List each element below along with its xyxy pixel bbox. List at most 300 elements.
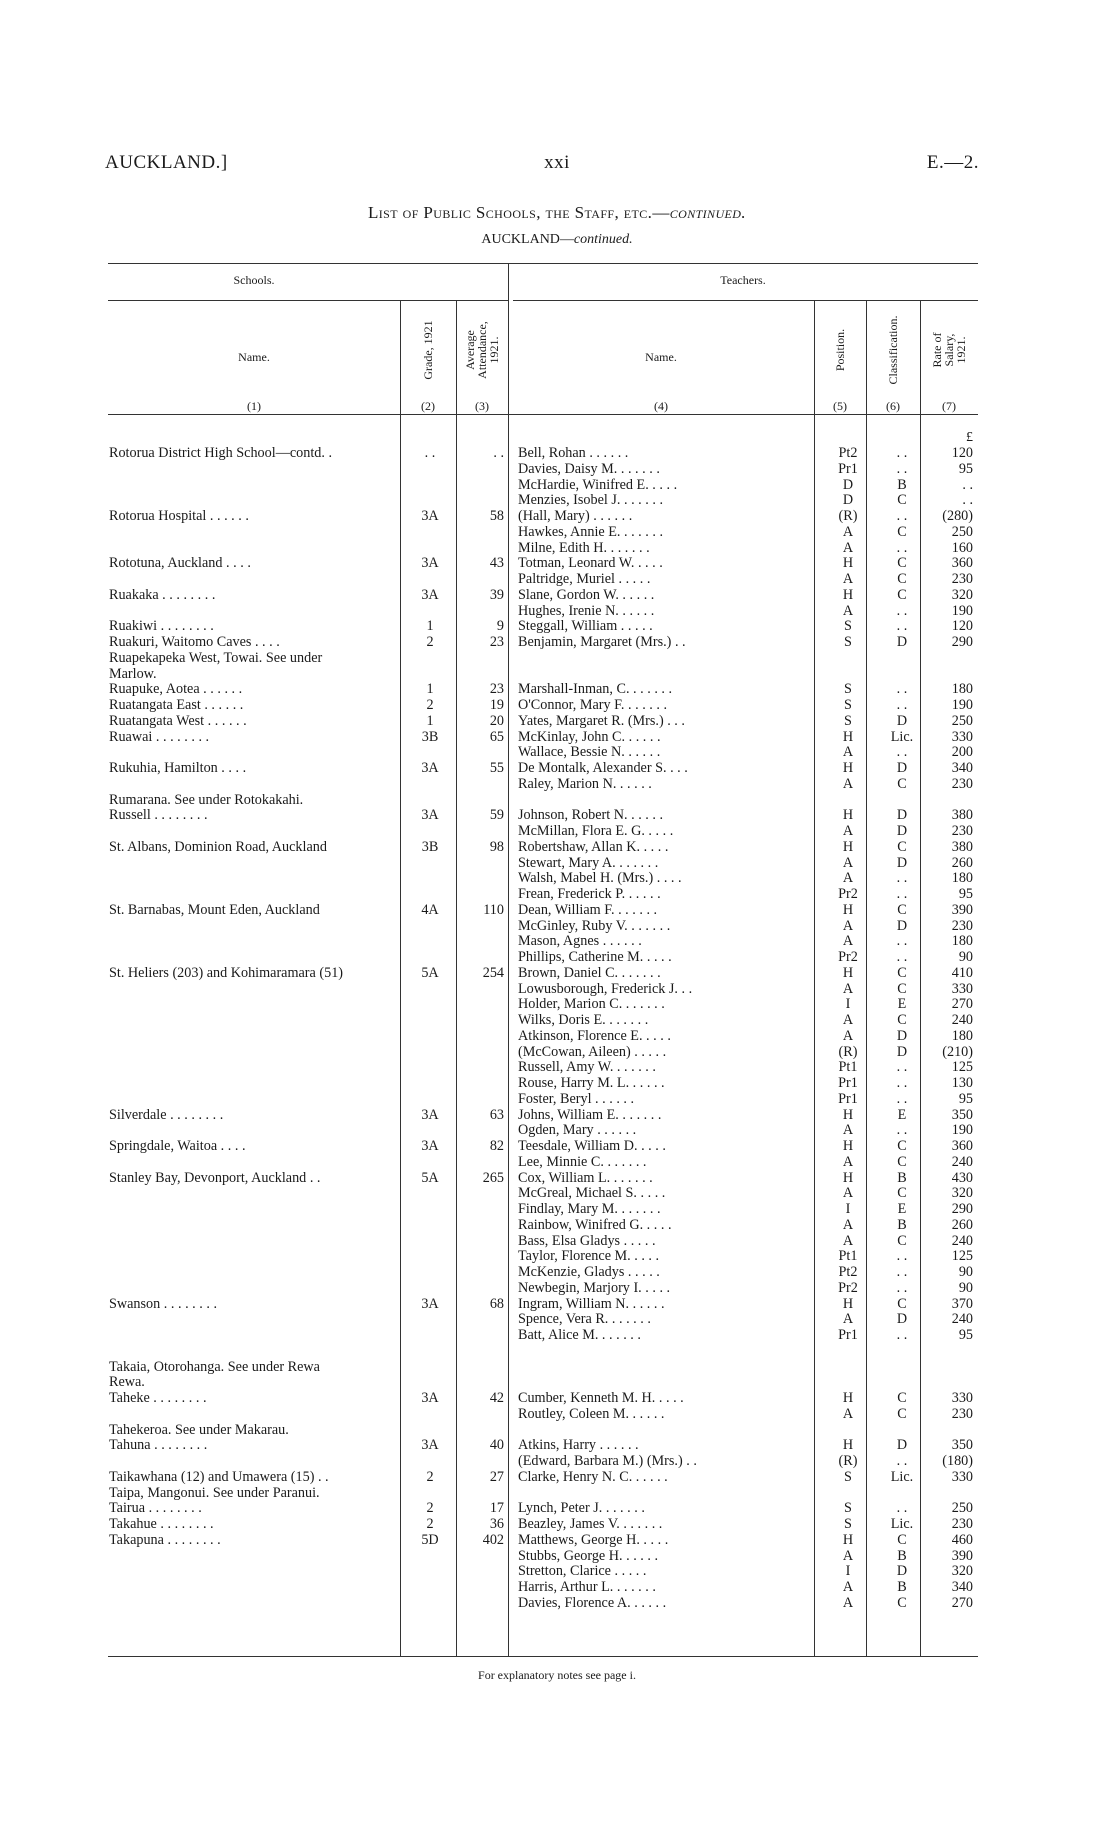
teacher-name-cell: Foster, Beryl . . . . . .: [518, 1091, 635, 1107]
average-attendance-cell: . .: [493, 445, 504, 461]
salary-cell: 125: [951, 1059, 973, 1076]
col-number-4: (4): [654, 399, 668, 413]
teacher-name-cell: Russell, Amy W. . . . . . .: [518, 1060, 656, 1076]
grade-cell: 4A: [421, 901, 439, 918]
grade-cell: 3A: [421, 1390, 439, 1406]
table-row: [0, 1060, 1114, 1076]
school-name-cell: Rotorua District High School—contd. .: [109, 446, 333, 461]
grade-cell: 2: [426, 634, 434, 650]
teacher-name-cell: (Edward, Barbara M.) (Mrs.) . .: [518, 1454, 697, 1469]
page-number: xxi: [544, 152, 570, 173]
average-attendance-cell: 65: [489, 728, 504, 745]
salary-cell: 95: [958, 460, 973, 477]
salary-cell: 230: [951, 1405, 973, 1422]
classification-cell: . .: [896, 445, 908, 461]
position-cell: A: [842, 1579, 854, 1595]
salary-cell: 240: [951, 1012, 973, 1028]
position-cell: H: [842, 838, 854, 855]
classification-cell: C: [897, 586, 907, 603]
classification-cell: . .: [896, 1327, 908, 1343]
teacher-name-cell: Clarke, Henry N. C. . . . . .: [518, 1469, 668, 1485]
position-cell: A: [842, 854, 854, 871]
table-row: [0, 1249, 1114, 1265]
salary-cell: 250: [951, 1500, 973, 1517]
average-attendance-cell: 254: [482, 964, 504, 981]
classification-cell: B: [897, 1579, 907, 1595]
school-name-cell: Ruatangata West . . . . . .: [109, 713, 247, 729]
average-attendance-cell: 68: [489, 1295, 504, 1312]
teacher-name-cell: Ogden, Mary . . . . . .: [518, 1123, 637, 1139]
position-cell: I: [845, 996, 851, 1013]
salary-cell: 95: [958, 1327, 973, 1343]
grade-cell: . .: [424, 445, 436, 461]
teacher-name-cell: Marshall-Inman, C. . . . . . .: [518, 682, 673, 698]
table-row: [0, 887, 1114, 903]
table-row: [0, 1297, 1114, 1313]
table-row: [0, 1454, 1114, 1470]
table-row: [0, 777, 1114, 793]
table-row: [0, 982, 1114, 998]
salary-cell: 240: [951, 1153, 973, 1170]
table-row: [0, 761, 1114, 777]
table-row: [0, 903, 1114, 919]
classification-cell: D: [896, 823, 908, 839]
average-attendance-cell: 23: [489, 634, 504, 650]
school-name-cell: Swanson . . . . . . . .: [109, 1296, 217, 1312]
teacher-name-cell: Hughes, Irenie N. . . . . .: [518, 603, 655, 619]
position-cell: A: [842, 980, 854, 997]
classification-cell: . .: [896, 460, 908, 477]
salary-cell: 180: [951, 1027, 973, 1044]
position-cell: Pr2: [838, 1279, 858, 1296]
table-row: [0, 1029, 1114, 1045]
salary-cell: 360: [951, 1138, 973, 1154]
teacher-name-cell: Newbegin, Marjory I. . . . .: [518, 1280, 671, 1296]
position-cell: H: [842, 555, 854, 572]
title-continued: continued.: [669, 203, 746, 222]
classification-cell: . .: [896, 1075, 908, 1091]
grade-cell: 2: [426, 1500, 434, 1517]
position-cell: D: [842, 492, 854, 509]
average-attendance-cell: 36: [489, 1516, 504, 1532]
school-name-cell: Ruapekapeka West, Towai. See under: [109, 650, 323, 666]
position-cell: Pr1: [838, 1327, 858, 1343]
salary-cell: 320: [951, 1185, 973, 1202]
teachers-group-rule: [513, 300, 978, 301]
position-cell: I: [845, 1563, 851, 1580]
salary-cell: 160: [951, 539, 973, 556]
table-row: [0, 824, 1114, 840]
school-name-cell: Taheke . . . . . . . .: [109, 1391, 207, 1406]
position-cell: Pr2: [838, 886, 858, 902]
classification-cell: D: [896, 760, 908, 776]
position-cell: H: [842, 1138, 854, 1154]
table-row: [0, 1218, 1114, 1234]
salary-cell: 190: [951, 697, 973, 713]
position-cell: H: [842, 728, 854, 745]
position-cell: A: [842, 602, 854, 619]
table-row: [0, 525, 1114, 541]
table-row: [0, 745, 1114, 761]
salary-cell: 460: [951, 1531, 973, 1548]
classification-cell: . .: [896, 1122, 908, 1139]
school-name-cell: Takaia, Otorohanga. See under Rewa: [109, 1359, 320, 1375]
salary-cell: 270: [951, 1594, 973, 1611]
salary-cell: 180: [951, 933, 973, 950]
school-name-cell: Rototuna, Auckland . . . .: [109, 556, 251, 572]
table-row: [0, 1076, 1114, 1092]
position-cell: A: [842, 539, 854, 556]
position-cell: A: [842, 523, 854, 540]
table-row: [0, 1155, 1114, 1171]
col-number-3: (3): [475, 399, 489, 413]
table-row: [0, 1234, 1114, 1250]
table-row: [0, 556, 1114, 572]
table-row: [0, 462, 1114, 478]
table-row: [0, 1186, 1114, 1202]
table-row: [0, 1407, 1114, 1423]
classification-cell: C: [897, 1594, 907, 1611]
classification-cell: D: [896, 807, 908, 824]
salary-cell: . .: [962, 476, 973, 493]
teacher-name-cell: Johnson, Robert N. . . . . .: [518, 808, 664, 824]
table-row: [0, 856, 1114, 872]
position-cell: Pt1: [838, 1248, 858, 1265]
position-cell: Pr2: [838, 949, 858, 965]
salary-cell: 200: [951, 744, 973, 761]
currency-symbol: £: [966, 430, 973, 445]
salary-cell: 190: [951, 602, 973, 619]
salary-cell: (210): [942, 1043, 973, 1060]
school-name-cell: Springdale, Waitoa . . . .: [109, 1139, 246, 1154]
teacher-name-cell: Lynch, Peter J. . . . . . .: [518, 1501, 645, 1517]
salary-cell: 260: [951, 854, 973, 871]
table-row: [0, 1360, 1114, 1376]
salary-cell: 95: [958, 1090, 973, 1107]
col-number-5: (5): [833, 399, 847, 413]
teacher-name-cell: Phillips, Catherine M. . . . .: [518, 950, 672, 965]
classification-cell: . .: [896, 949, 908, 965]
grade-cell: 2: [426, 1468, 434, 1485]
salary-cell: 350: [951, 1437, 973, 1454]
grade-cell: 5A: [421, 1169, 439, 1186]
classification-cell: . .: [896, 508, 908, 524]
average-attendance-cell: 9: [496, 618, 504, 635]
teacher-name-cell: Cox, William L. . . . . . .: [518, 1170, 653, 1186]
school-name-cell: Taipa, Mangonui. See under Paranui.: [109, 1485, 320, 1501]
classification-cell: C: [897, 838, 907, 855]
school-name-cell: Taikawhana (12) and Umawera (15) . .: [109, 1469, 329, 1485]
table-row: [0, 1486, 1114, 1502]
salary-cell: 320: [951, 586, 973, 603]
teacher-name-cell: Rainbow, Winifred G. . . . .: [518, 1217, 672, 1233]
position-header: Position.: [833, 328, 847, 372]
school-name-cell: Rotorua Hospital . . . . . .: [109, 509, 249, 524]
report-code: E.—2.: [926, 152, 979, 173]
teacher-name-cell: (McCowan, Aileen) . . . . .: [518, 1044, 667, 1060]
salary-cell: 380: [951, 838, 973, 855]
table-row: [0, 871, 1114, 887]
salary-cell: 380: [951, 807, 973, 824]
salary-cell: 340: [951, 760, 973, 776]
position-cell: A: [842, 870, 854, 887]
teacher-name-cell: McGreal, Michael S. . . . .: [518, 1186, 666, 1202]
teacher-name-cell: Davies, Florence A. . . . . .: [518, 1595, 667, 1611]
classification-cell: D: [896, 1311, 908, 1328]
classification-cell: B: [897, 1216, 907, 1233]
position-cell: H: [842, 807, 854, 824]
teacher-name-cell: Stubbs, George H. . . . . .: [518, 1548, 659, 1564]
classification-cell: C: [897, 980, 907, 997]
classification-cell: . .: [896, 539, 908, 556]
running-head-left: AUCKLAND.]: [105, 152, 228, 173]
average-attendance-cell: 98: [489, 838, 504, 855]
school-name-cell: St. Albans, Dominion Road, Auckland: [109, 839, 327, 855]
salary-cell: 125: [951, 1248, 973, 1265]
teacher-name-header: Name.: [645, 350, 677, 364]
classification-cell: . .: [896, 681, 908, 698]
teacher-name-cell: Harris, Arthur L. . . . . . .: [518, 1580, 656, 1595]
classification-cell: C: [897, 1012, 907, 1028]
salary-cell: 270: [951, 996, 973, 1013]
table-row: [0, 588, 1114, 604]
table-row: [0, 950, 1114, 966]
average-attendance-cell: 58: [489, 508, 504, 524]
table-row: [0, 1312, 1114, 1328]
table-row: [0, 604, 1114, 620]
classification-cell: C: [897, 1405, 907, 1422]
table-row: [0, 730, 1114, 746]
salary-cell: 180: [951, 870, 973, 887]
table-row: [0, 1171, 1114, 1187]
school-name-cell: Tahekeroa. See under Makarau.: [109, 1422, 289, 1438]
average-attendance-cell: 40: [489, 1437, 504, 1454]
school-name-cell: Ruakuri, Waitomo Caves . . . .: [109, 635, 280, 650]
table-row: [0, 1328, 1114, 1344]
position-cell: (R): [838, 1453, 858, 1469]
table-row: [0, 714, 1114, 730]
school-name-cell: Ruawai . . . . . . . .: [109, 729, 210, 745]
table-row: [0, 1092, 1114, 1108]
table-row: [0, 1470, 1114, 1486]
salary-cell: 90: [958, 1264, 973, 1280]
table-row: [0, 667, 1114, 683]
salary-cell: 390: [951, 1547, 973, 1564]
schools-header: Schools.: [233, 273, 275, 287]
classification-cell: C: [897, 1232, 907, 1249]
salary-cell: 120: [951, 445, 973, 461]
grade-cell: 3B: [421, 838, 439, 855]
teacher-name-cell: Findlay, Mary M. . . . . . .: [518, 1202, 661, 1217]
position-cell: S: [844, 697, 852, 713]
classification-cell: C: [897, 1531, 907, 1548]
table-row: [0, 651, 1114, 667]
position-cell: Pr1: [838, 460, 858, 477]
position-cell: S: [844, 712, 852, 729]
classification-cell: D: [896, 1027, 908, 1044]
teacher-name-cell: Menzies, Isobel J. . . . . . .: [518, 493, 664, 509]
classification-cell: B: [897, 1547, 907, 1564]
salary-header: Rate of Salary, 1921.: [930, 332, 968, 368]
average-attendance-cell: 20: [489, 712, 504, 729]
grade-cell: 3B: [421, 728, 439, 745]
grade-cell: 3A: [421, 1437, 439, 1454]
school-name-cell: Russell . . . . . . . .: [109, 808, 208, 824]
classification-cell: C: [897, 1153, 907, 1170]
table-row: [0, 1564, 1114, 1580]
position-cell: H: [842, 586, 854, 603]
classification-cell: E: [897, 1106, 907, 1123]
classification-cell: . .: [896, 1500, 908, 1517]
table-row: [0, 619, 1114, 635]
table-row: [0, 682, 1114, 698]
table-row: [0, 1344, 1114, 1360]
salary-cell: 120: [951, 618, 973, 635]
teacher-name-cell: Stretton, Clarice . . . . .: [518, 1564, 647, 1580]
position-cell: I: [845, 1201, 851, 1217]
classification-cell: D: [896, 1043, 908, 1060]
position-cell: S: [844, 1468, 852, 1485]
teacher-name-cell: Hawkes, Annie E. . . . . . .: [518, 524, 664, 540]
average-attendance-cell: 402: [482, 1531, 504, 1548]
teacher-name-cell: Stewart, Mary A. . . . . . .: [518, 855, 659, 871]
table-row: [0, 840, 1114, 856]
classification-cell: . .: [896, 1059, 908, 1076]
position-cell: H: [842, 964, 854, 981]
average-attendance-cell: 19: [489, 697, 504, 713]
classification-cell: C: [897, 1185, 907, 1202]
title-main: List of Public Schools, the Staff, etc.—: [368, 203, 670, 222]
position-cell: A: [842, 933, 854, 950]
position-cell: A: [842, 1216, 854, 1233]
table-row: [0, 919, 1114, 935]
teachers-header: Teachers.: [720, 273, 766, 287]
table-row: [0, 1045, 1114, 1061]
position-cell: S: [844, 618, 852, 635]
position-cell: A: [842, 744, 854, 761]
position-cell: H: [842, 1390, 854, 1406]
teacher-name-cell: Johns, William E. . . . . . .: [518, 1107, 662, 1123]
table-row: [0, 997, 1114, 1013]
grade-cell: 3A: [421, 1138, 439, 1154]
classification-cell: D: [896, 1563, 908, 1580]
position-cell: H: [842, 1106, 854, 1123]
col-number-6: (6): [886, 399, 900, 413]
salary-cell: 230: [951, 823, 973, 839]
classification-cell: . .: [896, 1264, 908, 1280]
table-row: [0, 698, 1114, 714]
table-row: [0, 793, 1114, 809]
teacher-name-cell: Davies, Daisy M. . . . . . .: [518, 461, 660, 477]
classification-cell: Lic.: [890, 728, 914, 745]
teacher-name-cell: Atkins, Harry . . . . . .: [518, 1438, 639, 1454]
salary-cell: 290: [951, 1201, 973, 1217]
col-number-7: (7): [942, 399, 956, 413]
classification-cell: C: [897, 901, 907, 918]
position-cell: (R): [838, 1043, 858, 1060]
table-row: [0, 493, 1114, 509]
teacher-name-cell: Steggall, William . . . . .: [518, 619, 653, 635]
position-cell: S: [844, 1500, 852, 1517]
grade-cell: 1: [426, 681, 434, 698]
salary-cell: 330: [951, 728, 973, 745]
teacher-name-cell: McGinley, Ruby V. . . . . . .: [518, 918, 671, 934]
teacher-name-cell: McHardie, Winifred E. . . . .: [518, 477, 678, 493]
school-name-cell: Takahue . . . . . . . .: [109, 1517, 214, 1532]
position-cell: S: [844, 681, 852, 698]
salary-cell: 90: [958, 1279, 973, 1296]
teacher-name-cell: Bell, Rohan . . . . . .: [518, 446, 629, 461]
classification-cell: . .: [896, 933, 908, 950]
school-name-cell: Ruatangata East . . . . . .: [109, 698, 244, 713]
salary-cell: 430: [951, 1169, 973, 1186]
classification-cell: . .: [896, 1279, 908, 1296]
salary-cell: (180): [942, 1453, 973, 1469]
average-attendance-cell: 17: [489, 1500, 504, 1517]
position-cell: Pt2: [838, 1264, 858, 1280]
table-row: [0, 635, 1114, 651]
table-row: [0, 1202, 1114, 1218]
page-subtitle: [0, 232, 1114, 248]
grade-cell: 3A: [421, 807, 439, 824]
teacher-name-cell: McKinlay, John C. . . . . .: [518, 729, 661, 745]
table-row: [0, 1501, 1114, 1517]
table-row: [0, 1549, 1114, 1565]
classification-cell: . .: [896, 618, 908, 635]
grade-cell: 2: [426, 1516, 434, 1532]
school-name-cell: Stanley Bay, Devonport, Auckland . .: [109, 1170, 321, 1186]
table-row: [0, 1375, 1114, 1391]
table-row: [0, 1108, 1114, 1124]
table-row: [0, 1123, 1114, 1139]
classification-cell: C: [897, 523, 907, 540]
salary-cell: 350: [951, 1106, 973, 1123]
classification-cell: C: [897, 571, 907, 587]
salary-cell: 130: [951, 1075, 973, 1091]
grade-cell: 1: [426, 712, 434, 729]
table-row: [0, 478, 1114, 494]
classification-cell: . .: [896, 1090, 908, 1107]
attendance-header: Average Attendance, 1921.: [463, 321, 501, 379]
salary-cell: 250: [951, 712, 973, 729]
position-cell: Pr1: [838, 1090, 858, 1107]
school-name-cell: Rewa.: [109, 1375, 145, 1391]
header-bottom-rule: [108, 414, 978, 415]
table-row: [0, 1596, 1114, 1612]
position-cell: (R): [838, 508, 858, 524]
teacher-name-cell: De Montalk, Alexander S. . . .: [518, 761, 688, 776]
teacher-name-cell: Wallace, Bessie N. . . . . .: [518, 745, 661, 761]
table-row: [0, 1517, 1114, 1533]
position-cell: Pt2: [838, 445, 858, 461]
table-row: [0, 808, 1114, 824]
table-row: [0, 509, 1114, 525]
position-cell: A: [842, 1185, 854, 1202]
position-cell: D: [842, 476, 854, 493]
grade-cell: 3A: [421, 1295, 439, 1312]
table-row: [0, 1391, 1114, 1407]
classification-cell: C: [897, 775, 907, 792]
table-row: [0, 1438, 1114, 1454]
average-attendance-cell: 63: [489, 1106, 504, 1123]
salary-cell: 90: [958, 949, 973, 965]
teacher-name-cell: Mason, Agnes . . . . . .: [518, 934, 642, 950]
teacher-name-cell: Yates, Margaret R. (Mrs.) . . .: [518, 713, 685, 729]
position-cell: A: [842, 1405, 854, 1422]
position-cell: A: [842, 1153, 854, 1170]
grade-cell: 2: [426, 697, 434, 713]
teacher-name-cell: Cumber, Kenneth M. H. . . . .: [518, 1391, 684, 1406]
